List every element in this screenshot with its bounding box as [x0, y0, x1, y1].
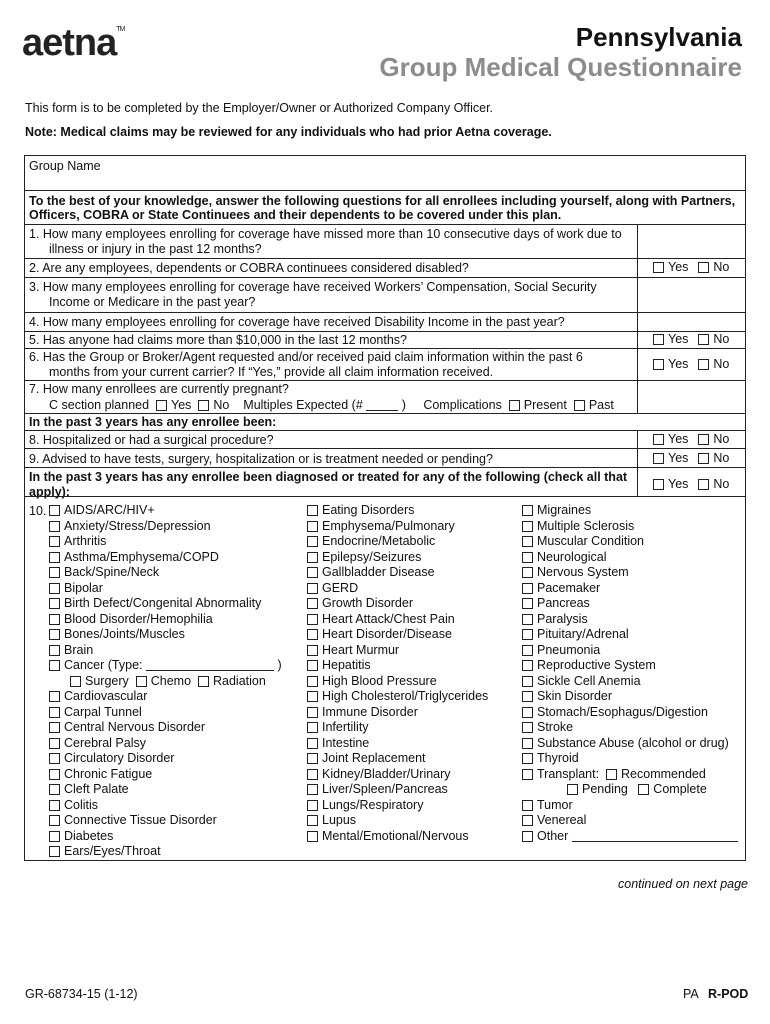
condition-item [307, 550, 421, 565]
multiples-field[interactable] [366, 410, 398, 411]
condition-bipolar-checkbox[interactable] [49, 583, 60, 594]
condition-item [307, 519, 455, 534]
condition-reproductive-system-checkbox[interactable] [522, 660, 533, 671]
condition-neurological-checkbox[interactable] [522, 552, 533, 563]
condition-label: Growth Disorder [322, 596, 413, 610]
condition-item [49, 627, 185, 642]
condition-label: Cerebral Palsy [64, 735, 146, 750]
condition-migraines-checkbox[interactable] [522, 505, 533, 516]
transplant-pending-checkbox[interactable] [567, 784, 578, 795]
question-7: 7. How many enrollees are currently pregnant? [29, 382, 289, 396]
condition-item [522, 503, 591, 518]
condition-label: Brain [64, 642, 94, 657]
condition-infertility-checkbox[interactable] [307, 722, 318, 733]
condition-birth-defect-congenital-abnormality-checkbox[interactable] [49, 598, 60, 609]
condition-item [307, 736, 369, 751]
condition-item [49, 798, 98, 813]
condition-item [307, 581, 358, 596]
condition-label: Central Nervous Disorder [64, 720, 206, 734]
condition-item [49, 829, 113, 844]
condition-bones-joints-muscles-checkbox[interactable] [49, 629, 60, 640]
condition-label: Endocrine/Metabolic [322, 534, 436, 548]
form-code: R-POD [708, 987, 749, 1001]
condition-pituitary-adrenal-checkbox[interactable] [522, 629, 533, 640]
questionnaire-form [24, 155, 746, 861]
condition-item [522, 534, 644, 549]
condition-stomach-esophagus-digestion-checkbox[interactable] [522, 707, 533, 718]
condition-label: Venereal [537, 813, 587, 827]
condition-brain-checkbox[interactable] [49, 645, 60, 656]
condition-item [307, 503, 414, 518]
condition-emphysema-pulmonary-checkbox[interactable] [307, 521, 318, 532]
condition-label: Lungs/Respiratory [322, 797, 424, 812]
condition-circulatory-disorder-checkbox[interactable] [49, 753, 60, 764]
condition-label: GERD [322, 580, 359, 595]
condition-label: Hepatitis [322, 658, 371, 672]
q5-no-checkbox[interactable] [698, 334, 709, 345]
condition-item [522, 798, 573, 813]
question-9: 9. Advised to have tests, surgery, hospitalization or is treatment needed or pending? [29, 452, 493, 466]
condition-central-nervous-disorder-checkbox[interactable] [49, 722, 60, 733]
condition-item [49, 751, 174, 766]
condition-label: Liver/Spleen/Pancreas [322, 782, 448, 796]
other-condition-field[interactable] [572, 841, 738, 842]
question-1-line-2: illness or injury in the past 12 months? [49, 242, 262, 256]
condition-label: Cardiovascular [64, 689, 148, 703]
aetna-logo: aetna™ [22, 22, 125, 64]
condition-item [522, 565, 629, 580]
condition-label: Joint Replacement [322, 751, 426, 765]
condition-label: Sickle Cell Anemia [537, 673, 641, 688]
condition-mental-emotional-nervous-checkbox[interactable] [307, 831, 318, 842]
condition-item [307, 689, 488, 704]
condition-item [49, 565, 159, 580]
condition-item [522, 736, 729, 751]
condition-asthma-emphysema-copd-checkbox[interactable] [49, 552, 60, 563]
question-8: 8. Hospitalized or had a surgical procedure? [29, 433, 274, 447]
condition-gallbladder-disease-checkbox[interactable] [307, 567, 318, 578]
yes-label: Yes [668, 432, 689, 446]
condition-carpal-tunnel-checkbox[interactable] [49, 707, 60, 718]
condition-cardiovascular-checkbox[interactable] [49, 691, 60, 702]
condition-item [522, 674, 641, 689]
group-name-field[interactable] [75, 174, 735, 190]
condition-label: Eating Disorders [322, 503, 415, 517]
condition-label: Heart Disorder/Disease [322, 627, 452, 641]
condition-item [49, 503, 155, 518]
condition-cancer-type-checkbox[interactable] [49, 660, 60, 671]
yes-label: Yes [668, 357, 689, 371]
condition-item [49, 736, 146, 751]
condition-label: High Cholesterol/Triglycerides [322, 689, 489, 703]
question-3: 3. How many employees enrolling for coverage have received Workers’ Compensation, Social Security [29, 280, 597, 294]
condition-label: Pacemaker [537, 580, 601, 595]
condition-label: Circulatory Disorder [64, 751, 175, 765]
condition-substance-abuse-alcohol-or-drug-checkbox[interactable] [522, 738, 533, 749]
pending-label: Pending [582, 782, 628, 796]
diagnosis-heading-line-2: apply): [29, 485, 70, 499]
q1-answer-field[interactable] [641, 226, 741, 256]
condition-label: Stroke [537, 720, 574, 734]
condition-ears-eyes-throat-checkbox[interactable] [49, 846, 60, 857]
question-3-line-2: Income or Medicare in the past year? [49, 295, 256, 309]
condition-label: Chronic Fatigue [64, 766, 153, 781]
q10-no-checkbox[interactable] [698, 479, 709, 490]
condition-back-spine-neck-checkbox[interactable] [49, 567, 60, 578]
condition-item [307, 782, 448, 797]
state-code: PA [683, 987, 699, 1001]
condition-item [522, 596, 590, 611]
condition-label: Emphysema/Pulmonary [322, 518, 455, 533]
question-2: 2. Are any employees, dependents or COBRA continuees considered disabled? [29, 261, 469, 275]
condition-gerd-checkbox[interactable] [307, 583, 318, 594]
condition-cleft-palate-checkbox[interactable] [49, 784, 60, 795]
condition-heart-disorder-disease-checkbox[interactable] [307, 629, 318, 640]
cancer-surgery-checkbox[interactable] [70, 676, 81, 687]
no-label: No [713, 432, 730, 446]
condition-item [49, 813, 217, 828]
condition-label: Anxiety/Stress/Depression [64, 518, 211, 533]
condition-item [49, 550, 219, 565]
condition-item [49, 612, 213, 627]
condition-intestine-checkbox[interactable] [307, 738, 318, 749]
no-label: No [713, 260, 730, 274]
question-10-number: 10. [29, 504, 47, 518]
past-3-years-heading: In the past 3 years has any enrollee been: [29, 415, 277, 429]
complete-label: Complete [653, 782, 707, 796]
condition-epilepsy-seizures-checkbox[interactable] [307, 552, 318, 563]
condition-item [522, 658, 656, 673]
condition-item [522, 612, 588, 627]
condition-item [307, 658, 371, 673]
condition-label: Birth Defect/Congenital Abnormality [64, 596, 262, 610]
condition-label: Immune Disorder [322, 704, 418, 719]
q9-no-checkbox[interactable] [698, 453, 709, 464]
condition-item [522, 550, 606, 565]
condition-cerebral-palsy-checkbox[interactable] [49, 738, 60, 749]
condition-label: Cleft Palate [64, 782, 129, 796]
q3-answer-field[interactable] [641, 279, 741, 309]
condition-label: Substance Abuse (alcohol or drug) [537, 735, 729, 750]
condition-item [307, 643, 399, 658]
condition-tumor-checkbox[interactable] [522, 800, 533, 811]
condition-item [307, 813, 356, 828]
condition-item [307, 705, 418, 720]
condition-item [307, 674, 437, 689]
no-label: No [713, 477, 730, 491]
condition-label: Gallbladder Disease [322, 565, 435, 579]
condition-item [49, 596, 261, 611]
instructions: To the best of your knowledge, answer the following questions for all enrollees including yourself, along with Partners, [29, 194, 736, 208]
condition-label: Heart Attack/Chest Pain [322, 611, 455, 626]
condition-label: Muscular Condition [537, 534, 644, 548]
condition-item [49, 705, 142, 720]
condition-label: Neurological [537, 549, 607, 564]
q2-yes-checkbox[interactable] [653, 262, 664, 273]
condition-label: Carpal Tunnel [64, 704, 142, 719]
condition-label: Intestine [322, 735, 370, 750]
condition-label: Kidney/Bladder/Urinary [322, 766, 451, 781]
q9-yes-checkbox[interactable] [653, 453, 664, 464]
condition-item [49, 581, 103, 596]
condition-pacemaker-checkbox[interactable] [522, 583, 533, 594]
question-1: 1. How many employees enrolling for coverage have missed more than 10 consecutive days of work due to [29, 227, 622, 241]
condition-label: Skin Disorder [537, 689, 613, 703]
no-label: No [713, 357, 730, 371]
condition-diabetes-checkbox[interactable] [49, 831, 60, 842]
condition-item [49, 782, 129, 797]
condition-anxiety-stress-depression-checkbox[interactable] [49, 521, 60, 532]
condition-label: Thyroid [537, 751, 579, 765]
condition-label: Bipolar [64, 580, 103, 595]
condition-label: Infertility [322, 720, 369, 734]
condition-label: Heart Murmur [322, 642, 400, 657]
q2-no-checkbox[interactable] [698, 262, 709, 273]
condition-label: Nervous System [537, 565, 629, 579]
condition-label: Mental/Emotional/Nervous [322, 828, 469, 843]
condition-item [307, 720, 369, 735]
intro-note: Note: Medical claims may be reviewed for any individuals who had prior Aetna coverage. [25, 125, 552, 139]
condition-paralysis-checkbox[interactable] [522, 614, 533, 625]
condition-liver-spleen-pancreas-checkbox[interactable] [307, 784, 318, 795]
transplant-status [567, 782, 707, 797]
condition-sickle-cell-anemia-checkbox[interactable] [522, 676, 533, 687]
condition-label: Reproductive System [537, 658, 656, 672]
condition-lungs-respiratory-checkbox[interactable] [307, 800, 318, 811]
condition-item [49, 844, 161, 859]
q4-answer-field[interactable] [641, 314, 741, 329]
condition-item [522, 720, 573, 735]
condition-endocrine-metabolic-checkbox[interactable] [307, 536, 318, 547]
condition-item [307, 751, 426, 766]
condition-stroke-checkbox[interactable] [522, 722, 533, 733]
transplant-label: Transplant: [537, 766, 600, 781]
condition-item [307, 798, 423, 813]
no-label: No [713, 332, 730, 346]
instructions-line-2: Officers, COBRA or State Continuees and their dependents to be covered under this plan. [29, 208, 562, 222]
condition-label: Pancreas [537, 596, 590, 610]
q6-yes-checkbox[interactable] [653, 359, 664, 370]
cancer-chemo-checkbox[interactable] [136, 676, 147, 687]
condition-heart-murmur-checkbox[interactable] [307, 645, 318, 656]
condition-item [522, 627, 629, 642]
condition-blood-disorder-hemophilia-checkbox[interactable] [49, 614, 60, 625]
condition-item [307, 596, 413, 611]
condition-aids-arc-hiv-checkbox[interactable] [49, 505, 60, 516]
group-name-label: Group Name [29, 159, 101, 173]
condition-item [307, 534, 435, 549]
yes-label: Yes [668, 451, 689, 465]
condition-item [307, 612, 455, 627]
condition-pancreas-checkbox[interactable] [522, 598, 533, 609]
q7-answer-field[interactable] [641, 381, 741, 411]
condition-label: Ears/Eyes/Throat [64, 844, 161, 858]
condition-high-blood-pressure-checkbox[interactable] [307, 676, 318, 687]
no-label: No [713, 451, 730, 465]
condition-label: Connective Tissue Disorder [64, 813, 217, 827]
condition-item [522, 581, 600, 596]
condition-item [49, 767, 152, 782]
condition-item [522, 829, 738, 844]
cancer-treatment-options [70, 674, 266, 689]
condition-high-cholesterol-triglycerides-checkbox[interactable] [307, 691, 318, 702]
question-6: 6. Has the Group or Broker/Agent requested and/or received paid claim information within the past 6 [29, 350, 583, 364]
q10-yes-checkbox[interactable] [653, 479, 664, 490]
question-4: 4. How many employees enrolling for coverage have received Disability Income in the past year? [29, 315, 565, 329]
condition-muscular-condition-checkbox[interactable] [522, 536, 533, 547]
yes-label: Yes [668, 332, 689, 346]
condition-label: Paralysis [537, 611, 588, 626]
cancer-close-paren: ) [277, 658, 282, 672]
condition-label: High Blood Pressure [322, 673, 437, 688]
csection-no-checkbox[interactable] [198, 400, 209, 411]
condition-label: Colitis [64, 797, 99, 812]
condition-item [307, 829, 469, 844]
q8-yes-checkbox[interactable] [653, 434, 664, 445]
csection-yes-checkbox[interactable] [156, 400, 167, 411]
q6-no-checkbox[interactable] [698, 359, 709, 370]
condition-item [522, 813, 586, 828]
condition-multiple-sclerosis-checkbox[interactable] [522, 521, 533, 532]
condition-item [522, 689, 612, 704]
condition-hepatitis-checkbox[interactable] [307, 660, 318, 671]
form-title: Group Medical Questionnaire [379, 52, 742, 82]
transplant-complete-checkbox[interactable] [638, 784, 649, 795]
question-5: 5. Has anyone had claims more than $10,000 in the last 12 months? [29, 333, 408, 347]
q5-yes-checkbox[interactable] [653, 334, 664, 345]
condition-thyroid-checkbox[interactable] [522, 753, 533, 764]
condition-label: Arthritis [64, 534, 107, 548]
surgery-label: Surgery [85, 673, 129, 688]
form-number: GR-68734-15 (1-12) [25, 987, 138, 1001]
continued-note: continued on next page [618, 877, 748, 891]
condition-label: Other [537, 828, 569, 843]
condition-label: Multiple Sclerosis [537, 518, 635, 533]
condition-label: Epilepsy/Seizures [322, 549, 422, 564]
condition-transplant-checkbox[interactable] [522, 769, 533, 780]
question-7-details: C section planned Yes No Multiples Expected (# ) Complications Present Past [49, 398, 614, 412]
complications-past-checkbox[interactable] [574, 400, 585, 411]
condition-item [49, 720, 205, 735]
condition-colitis-checkbox[interactable] [49, 800, 60, 811]
cancer-radiation-checkbox[interactable] [198, 676, 209, 687]
condition-label: AIDS/ARC/HIV+ [64, 503, 155, 517]
condition-item [522, 643, 600, 658]
yes-label: Yes [668, 477, 689, 491]
condition-label: Migraines [537, 503, 592, 517]
condition-item [522, 705, 708, 720]
condition-arthritis-checkbox[interactable] [49, 536, 60, 547]
condition-other-checkbox[interactable] [522, 831, 533, 842]
condition-item [49, 519, 211, 534]
condition-nervous-system-checkbox[interactable] [522, 567, 533, 578]
condition-label: Tumor [537, 797, 573, 812]
condition-label: Blood Disorder/Hemophilia [64, 611, 213, 626]
condition-venereal-checkbox[interactable] [522, 815, 533, 826]
condition-chronic-fatigue-checkbox[interactable] [49, 769, 60, 780]
condition-label: Pneumonia [537, 642, 601, 657]
condition-label: Cancer (Type: [64, 658, 143, 672]
condition-immune-disorder-checkbox[interactable] [307, 707, 318, 718]
condition-item [49, 689, 147, 704]
condition-label: Bones/Joints/Muscles [64, 627, 185, 641]
state-title: Pennsylvania [575, 22, 742, 52]
condition-item [49, 534, 106, 549]
complications-present-checkbox[interactable] [509, 400, 520, 411]
condition-item [307, 565, 435, 580]
condition-label: Diabetes [64, 828, 114, 843]
condition-item [522, 519, 634, 534]
condition-growth-disorder-checkbox[interactable] [307, 598, 318, 609]
condition-skin-disorder-checkbox[interactable] [522, 691, 533, 702]
intro-text: This form is to be completed by the Employer/Owner or Authorized Company Officer. [25, 101, 494, 115]
condition-joint-replacement-checkbox[interactable] [307, 753, 318, 764]
condition-item [307, 627, 452, 642]
chemo-label: Chemo [150, 673, 192, 688]
recommended-label: Recommended [621, 766, 706, 781]
transplant-recommended-checkbox[interactable] [606, 769, 617, 780]
diagnosis-heading: In the past 3 years has any enrollee been diagnosed or treated for any of the following (check all that [29, 470, 628, 484]
condition-label: Pituitary/Adrenal [537, 627, 629, 641]
condition-item [49, 643, 93, 658]
condition-item [49, 658, 282, 673]
radiation-label: Radiation [212, 673, 266, 688]
condition-kidney-bladder-urinary-checkbox[interactable] [307, 769, 318, 780]
condition-label: Asthma/Emphysema/COPD [64, 549, 219, 564]
yes-label: Yes [668, 260, 689, 274]
condition-label: Back/Spine/Neck [64, 565, 160, 579]
condition-connective-tissue-disorder-checkbox[interactable] [49, 815, 60, 826]
cancer-type-field[interactable] [146, 670, 274, 671]
q8-no-checkbox[interactable] [698, 434, 709, 445]
condition-lupus-checkbox[interactable] [307, 815, 318, 826]
condition-label: Stomach/Esophagus/Digestion [537, 704, 708, 719]
question-6-line-2: months from your current carrier? If “Yes,” provide all claim information received. [49, 365, 494, 379]
condition-heart-attack-chest-pain-checkbox[interactable] [307, 614, 318, 625]
condition-item [522, 751, 579, 766]
transplant-item [522, 767, 706, 782]
condition-pneumonia-checkbox[interactable] [522, 645, 533, 656]
condition-label: Lupus [322, 813, 357, 827]
condition-eating-disorders-checkbox[interactable] [307, 505, 318, 516]
condition-item [307, 767, 451, 782]
